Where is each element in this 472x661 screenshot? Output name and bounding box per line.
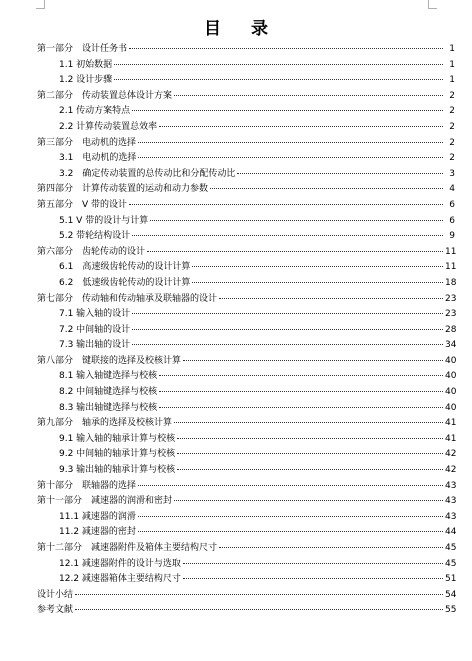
- toc-entry[interactable]: [37, 58, 455, 74]
- toc-entry-page-number: 1: [449, 59, 455, 70]
- toc-entry[interactable]: [37, 89, 455, 105]
- toc-entry-label: 参考文献: [37, 605, 74, 616]
- toc-entry-page-number: 2: [449, 121, 455, 132]
- toc-entry[interactable]: [37, 245, 455, 261]
- toc-dot-leader: [138, 531, 443, 532]
- toc-entry-page-number: 43: [445, 480, 457, 491]
- toc-dot-leader: [132, 344, 443, 345]
- toc-entry[interactable]: [37, 463, 455, 479]
- toc-entry-page-number: 2: [449, 137, 455, 148]
- toc-dot-leader: [114, 79, 443, 80]
- toc-entry-page-number: 6: [449, 199, 455, 210]
- toc-entry-label: 第九部分 轴承的选择及校核计算: [37, 418, 173, 429]
- toc-entry-page-number: 9: [449, 231, 455, 242]
- toc-dot-leader: [159, 375, 443, 376]
- toc-dot-leader: [132, 235, 443, 236]
- toc-entry-page-number: 11: [445, 262, 457, 273]
- toc-entry-label: 第十二部分 减速器附件及箱体主要结构尺寸: [37, 543, 218, 553]
- toc-dot-leader: [183, 360, 443, 361]
- toc-dot-leader: [132, 313, 443, 314]
- toc-dot-leader: [177, 438, 443, 439]
- toc-entry[interactable]: [37, 385, 455, 401]
- toc-entry-page-number: 6: [449, 215, 455, 226]
- toc-entry[interactable]: [37, 557, 455, 573]
- toc-entry-page-number: 45: [445, 543, 457, 553]
- toc-entry[interactable]: [37, 260, 455, 276]
- toc-dot-leader: [183, 578, 443, 579]
- toc-entry-page-number: 44: [445, 527, 457, 538]
- toc-entry-page-number: 40: [445, 402, 457, 413]
- toc-entry[interactable]: [37, 323, 455, 339]
- toc-entry-label: 11.1 减速器的润滑: [59, 511, 136, 522]
- toc-entry-page-number: 34: [445, 340, 457, 351]
- toc-entry-label: 第六部分 齿轮传动的设计: [37, 246, 146, 257]
- toc-entry[interactable]: [37, 42, 455, 58]
- toc-entry[interactable]: [37, 307, 455, 323]
- toc-dot-leader: [75, 609, 443, 610]
- toc-entry-page-number: 28: [445, 324, 457, 335]
- toc-entry-page-number: 1: [449, 75, 455, 86]
- toc-entry-page-number: 2: [449, 90, 455, 101]
- toc-entry[interactable]: [37, 136, 455, 152]
- toc-entry-label: 5.2 带轮结构设计: [59, 231, 131, 242]
- toc-entry[interactable]: [37, 588, 455, 604]
- toc-entry-page-number: 2: [449, 153, 455, 164]
- toc-dot-leader: [192, 282, 443, 283]
- toc-entry-page-number: 40: [445, 371, 457, 382]
- toc-entry[interactable]: [37, 120, 455, 136]
- toc-entry-label: 9.3 输出轴的轴承计算与校核: [59, 465, 176, 476]
- toc-entry-label: 5.1 V 带的设计与计算: [59, 215, 149, 226]
- toc-dot-leader: [150, 220, 443, 221]
- toc-entry-page-number: 40: [445, 355, 457, 366]
- toc-dot-leader: [138, 516, 443, 517]
- toc-dot-leader: [132, 329, 443, 330]
- page-corner-mark-left: [36, 0, 45, 9]
- toc-dot-leader: [138, 142, 443, 143]
- toc-entry[interactable]: [37, 229, 455, 245]
- toc-entry-page-number: 55: [445, 605, 457, 616]
- toc-entry[interactable]: [37, 525, 455, 541]
- toc-entry-page-number: 23: [445, 293, 457, 304]
- toc-title: 目 录: [204, 19, 280, 39]
- toc-entry[interactable]: [37, 369, 455, 385]
- toc-entry-label: 第四部分 计算传动装置的运动和动力参数: [37, 184, 209, 195]
- toc-dot-leader: [237, 173, 443, 174]
- toc-dot-leader: [132, 110, 443, 111]
- toc-entry-label: 第十部分 联轴器的选择: [37, 480, 137, 491]
- toc-dot-leader: [75, 594, 443, 595]
- toc-entry[interactable]: [37, 198, 455, 214]
- toc-entry-label: 第三部分 电动机的选择: [37, 137, 137, 148]
- toc-entry-label: 12.1 减速器附件的设计与选取: [59, 558, 181, 569]
- toc-entry-page-number: 4: [449, 184, 455, 195]
- toc-entry-label: 11.2 减速器的密封: [59, 527, 136, 538]
- toc-dot-leader: [159, 391, 443, 392]
- toc-entry-page-number: 40: [445, 387, 457, 398]
- toc-entry-page-number: 43: [445, 511, 457, 522]
- toc-entry-page-number: 51: [445, 574, 457, 585]
- toc-entry-label: 2.1 传动方案特点: [59, 106, 131, 117]
- toc-entry[interactable]: [37, 354, 455, 370]
- toc-entry-label: 第一部分 设计任务书: [37, 44, 128, 54]
- toc-entry-label: 2.2 计算传动装置总效率: [59, 121, 158, 132]
- toc-entry-page-number: 41: [445, 418, 457, 429]
- toc-entry-label: 1.1 初始数据: [59, 59, 113, 70]
- toc-dot-leader: [129, 204, 443, 205]
- toc-entry[interactable]: [37, 104, 455, 120]
- toc-entry[interactable]: [37, 572, 455, 588]
- toc-entry-label: 12.2 减速器箱体主要结构尺寸: [59, 574, 181, 585]
- toc-entry[interactable]: [37, 510, 455, 526]
- toc-entry[interactable]: [37, 73, 455, 89]
- toc-dot-leader: [177, 453, 443, 454]
- toc-entry[interactable]: [37, 292, 455, 308]
- toc-entry[interactable]: [37, 151, 455, 167]
- toc-dot-leader: [159, 126, 443, 127]
- toc-entry[interactable]: [37, 276, 455, 292]
- toc-dot-leader: [159, 407, 443, 408]
- toc-entry-page-number: 45: [445, 558, 457, 569]
- toc-entry-page-number: 23: [445, 309, 457, 320]
- toc-entry[interactable]: [37, 214, 455, 230]
- toc-entry[interactable]: [37, 479, 455, 495]
- toc-entry-label: 第八部分 键联接的选择及校核计算: [37, 355, 182, 366]
- toc-entry[interactable]: [37, 541, 455, 557]
- toc-dot-leader: [192, 266, 443, 267]
- toc-entry-label: 7.1 输入轴的设计: [59, 309, 131, 320]
- toc-entry-label: 第七部分 传动轴和传动轴承及联轴器的设计: [37, 293, 218, 304]
- toc-dot-leader: [174, 95, 443, 96]
- toc-dot-leader: [147, 251, 443, 252]
- toc-entry[interactable]: [37, 167, 455, 183]
- toc-entry-page-number: 54: [445, 589, 457, 600]
- toc-entry-label: 7.2 中间轴的设计: [59, 324, 131, 335]
- toc-entry[interactable]: [37, 401, 455, 417]
- page-corner-mark-right: [428, 0, 437, 9]
- toc-dot-leader: [219, 547, 443, 548]
- toc-entry-page-number: 43: [445, 496, 457, 507]
- table-of-contents: [37, 42, 455, 619]
- toc-entry-label: 9.2 中间轴的轴承计算与校核: [59, 449, 176, 460]
- toc-entry-page-number: 42: [445, 465, 457, 476]
- toc-dot-leader: [183, 563, 443, 564]
- toc-entry-label: 3.2 确定传动装置的总传动比和分配传动比: [59, 168, 236, 179]
- toc-entry[interactable]: [37, 416, 455, 432]
- toc-entry[interactable]: [37, 494, 455, 510]
- toc-dot-leader: [210, 188, 443, 189]
- toc-entry[interactable]: [37, 338, 455, 354]
- toc-entry-label: 6.1 高速级齿轮传动的设计计算: [59, 262, 191, 273]
- toc-entry-label: 第十一部分 减速器的润滑和密封: [37, 496, 173, 507]
- toc-entry-page-number: 1: [449, 44, 455, 54]
- toc-entry-label: 第五部分 V 带的设计: [37, 199, 128, 210]
- toc-entry[interactable]: [37, 182, 455, 198]
- toc-entry-page-number: 2: [449, 106, 455, 117]
- toc-dot-leader: [174, 422, 443, 423]
- toc-entry-label: 8.2 中间轴键选择与校核: [59, 387, 158, 398]
- toc-entry-label: 3.1 电动机的选择: [59, 153, 137, 164]
- toc-dot-leader: [138, 157, 443, 158]
- toc-dot-leader: [219, 298, 443, 299]
- toc-entry-label: 1.2 设计步骤: [59, 75, 113, 86]
- toc-entry-label: 7.3 输出轴的设计: [59, 340, 131, 351]
- toc-entry-label: 8.1 输入轴键选择与校核: [59, 371, 158, 382]
- toc-entry-page-number: 18: [445, 277, 457, 288]
- toc-entry[interactable]: [37, 432, 455, 448]
- toc-entry-label: 6.2 低速级齿轮传动的设计计算: [59, 277, 191, 288]
- toc-entry-page-number: 42: [445, 449, 457, 460]
- toc-entry-page-number: 11: [445, 246, 457, 257]
- toc-entry[interactable]: [37, 447, 455, 463]
- toc-entry-label: 第二部分 传动装置总体设计方案: [37, 90, 173, 101]
- toc-entry-page-number: 3: [449, 168, 455, 179]
- toc-entry-label: 9.1 输入轴的轴承计算与校核: [59, 433, 176, 444]
- toc-entry-label: 8.3 输出轴键选择与校核: [59, 402, 158, 413]
- toc-entry-label: 设计小结: [37, 589, 74, 600]
- toc-dot-leader: [129, 48, 443, 49]
- toc-dot-leader: [177, 469, 443, 470]
- toc-entry[interactable]: [37, 603, 455, 619]
- toc-dot-leader: [114, 64, 443, 65]
- toc-entry-page-number: 41: [445, 433, 457, 444]
- toc-dot-leader: [138, 485, 443, 486]
- toc-dot-leader: [174, 500, 443, 501]
